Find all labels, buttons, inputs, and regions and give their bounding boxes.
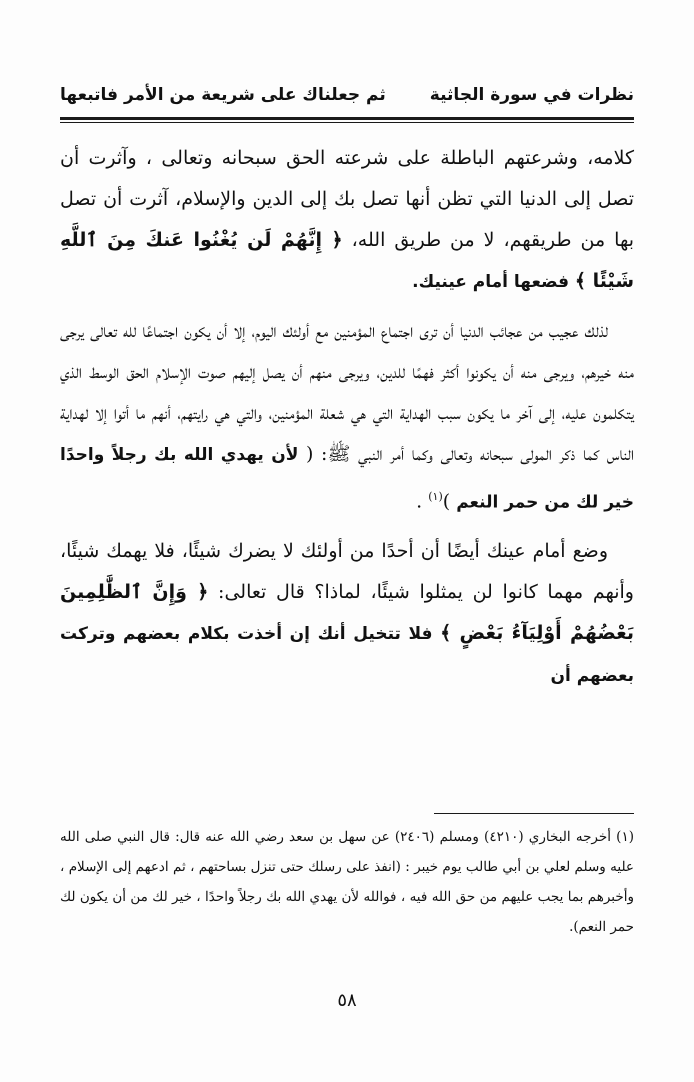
- running-header: [60, 78, 634, 112]
- paragraph-2-end: .: [416, 490, 429, 513]
- emphasis-1: فضعها أمام عينيك.: [412, 272, 575, 292]
- emphasis-3: فلا تتخيل أنك إن أخذت بكلام بعضهم وتركت بعضهم أن: [60, 624, 634, 687]
- footnote: (١) أخرجه البخاري (٤٢١٠) ومسلم (٢٤٠٦) عن سهل بن سعد رضي الله عنه قال: قال النبي صلى الله عليه وسلم لعلي بن أبي طالب يوم خيبر : (انفذ على رسلك حتى تنزل بساحتهم ، ثم ادعهم إلى الإسلام ، وأخبرهم بما يجب عليهم من حق الله فيه ، فوالله لأن يهدي الله بك رجلاً واحدًا ، خير لك من أن يكون لك حمر النعم).: [60, 829, 634, 935]
- header-rule-thick: [60, 117, 634, 120]
- quran-verse-1: ﴿ إِنَّهُمْ لَن يُغْنُوا عَنكَ مِنَ ٱللَّهِ شَيْئًا ﴾: [60, 229, 634, 292]
- book-title: نظرات في سورة الجاثية: [429, 85, 634, 105]
- chapter-title: ثم جعلناك على شريعة من الأمر فاتبعها: [60, 85, 386, 105]
- hadith-quote: لأن يهدي الله بك رجلاً واحدًا خير لك من حمر النعم: [60, 445, 634, 513]
- footnote-ref[interactable]: (١): [428, 490, 443, 503]
- paragraph-3: [60, 531, 634, 697]
- quran-verse-2: ﴿ وَإِنَّ ٱلظَّٰلِمِينَ بَعْضُهُمْ أَوْلِيَآءُ بَعْضٍ ﴾: [60, 581, 634, 645]
- main-text: [60, 138, 634, 697]
- paragraph-1-text: كلامه، وشرعتهم الباطلة على شرعته الحق سبحانه وتعالى ، وآثرت أن تصل إلى الدنيا التي تظن أنها تصل بك إلى الدين والإسلام، آثرت أن تصل بها من طريقهم، لا من طريق الله،: [60, 147, 634, 251]
- paragraph-3-text: وضع أمام عينك أيضًا أن أحدًا من أولئك لا يضرك شيئًا، فلا يهمك شيئًا، وأنهم مهما كانوا لن يمثلوا شيئًا، لماذا؟ قال تعالى:: [60, 540, 634, 604]
- paragraph-2: [60, 311, 634, 523]
- header-rule-thin: [60, 122, 634, 123]
- footnote-separator: [434, 813, 634, 814]
- hadith-close: ): [442, 490, 457, 513]
- page-number: ٥٨: [337, 990, 357, 1011]
- paragraph-2-text: لذلك عجيب من عجائب الدنيا أن ترى اجتماع المؤمنين مع أولئك اليوم، إلا أن يكون اجتماعًا لله تعالى يرجى منه خيرهم، ويرجى منه أن يكونوا أكثر فهمًا للدين، ويرجى منهم أن يصل إليهم صوت الإسلام الحق الوسط الذي يتكلمون عليه، إلى آخر ما يكون سبب الهداية التي هي شعلة المؤمنين، والتي هي رايتهم، أنهم ما أتوا إلا لهداية الناس كما ذكر المولى سبحانه وتعالى وكما أمر النبي ﷺ: (: [60, 320, 634, 465]
- paragraph-1: [60, 138, 634, 303]
